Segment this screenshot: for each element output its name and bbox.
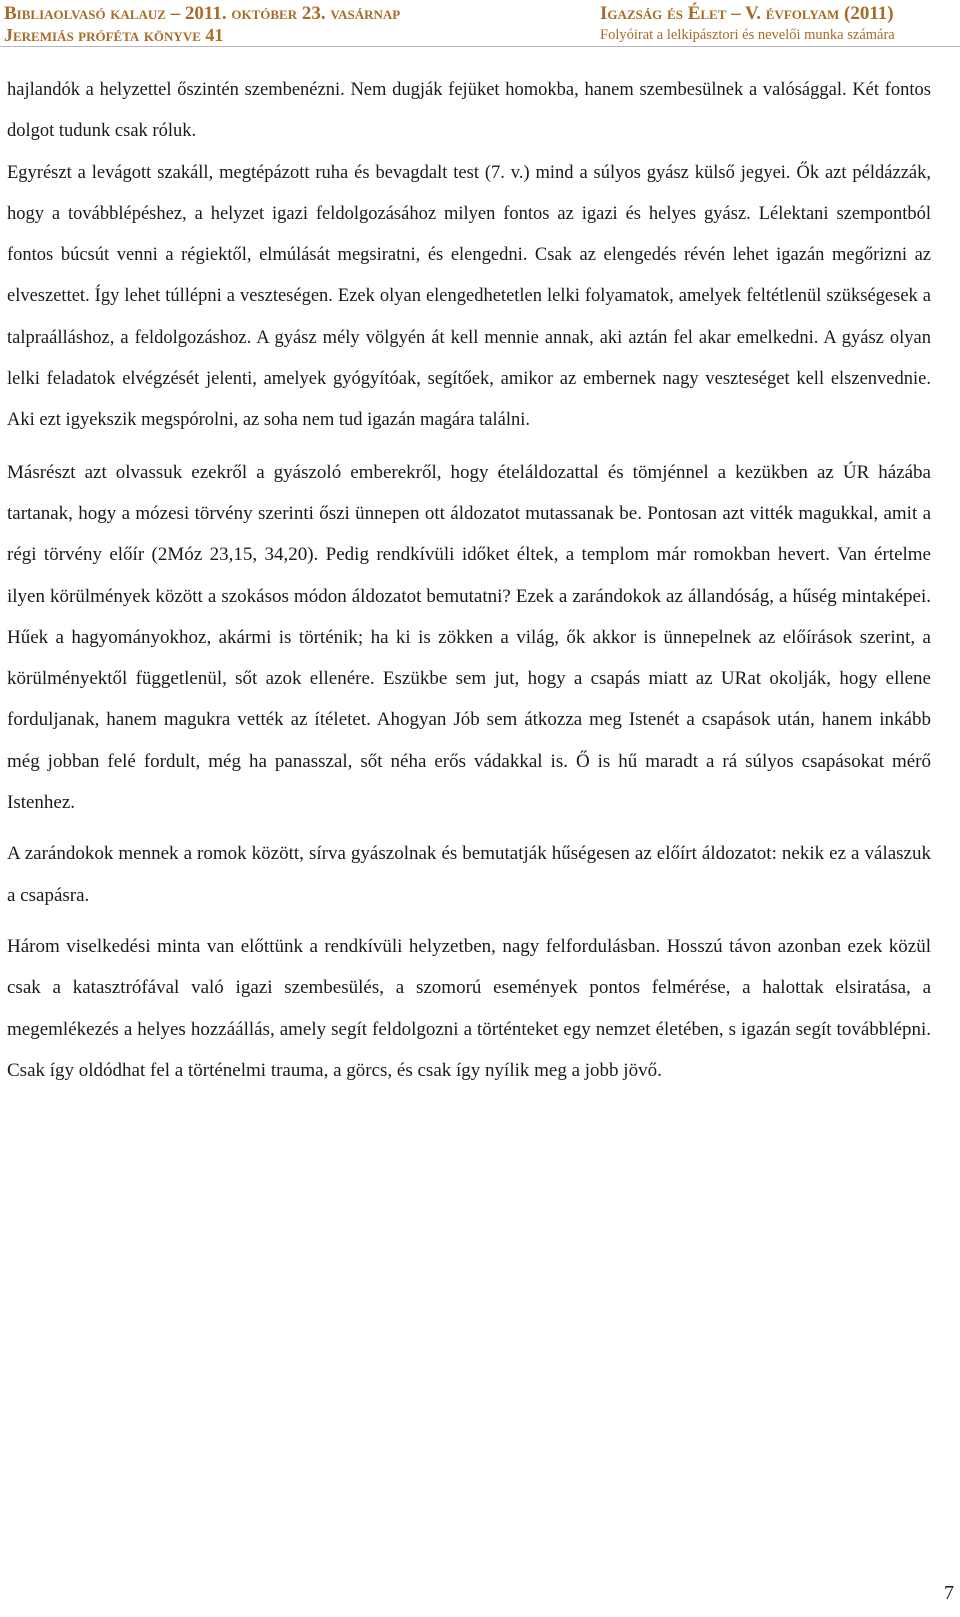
paragraph-conclusion: Három viselkedési minta van előttünk a rendkívüli helyzetben, nagy felfordulásban. Hosszú távon azonban ezek közül csak a katasztrófával való igazi szembesülés, a szomorú események pontos felmérése, a halottak elsiratása, a megemlékezés a helyes hozzáállás, amely segít feldolgozni a történteket egy nemzet életében, s igazán segít továbblépni. Csak így oldódhat fel a történelmi trauma, a görcs, és csak így nyílik meg a jobb jövő. <box>7 935 931 1081</box>
header-right <box>600 4 895 46</box>
paragraph-second-point: Másrészt azt olvassuk ezekről a gyászoló emberekről, hogy ételáldozattal és tömjénnel a kezükben az ÚR házába tartanak, hogy a mózesi törvény szerinti őszi ünnepen ott áldozatot mutassanak be. Pontosan azt vitték magukkal, amit a régi törvény előír (2Móz 23,15, 34,20). Pedig rendkívüli időket éltek, a templom már romokban hevert. Van értelme ilyen körülmények között a szokásos módon áldozatot bemutatni? Ezek a zarándokok az állandóság, a hűség mintaképei. Hűek a hagyományokhoz, akármi is történik; ha ki is zökken a világ, ők akkor is ünnepelnek az előírások szerint, a körülményektől függetlenül, sőt azok ellenére. Eszükbe sem jut, hogy a csapás miatt az URat okolják, hogy ellene forduljanak, hanem magukra vették az ítéletet. Ahogyan Jób sem átkozza meg Istenét a csapások után, hanem inkább még jobban felé fordult, még ha panasszal, sőt néha erős vádakkal is. Ő is hű maradt a rá súlyos csapásokat mérő Istenhez. <box>7 461 931 814</box>
paragraph-continuation: hajlandók a helyzettel őszintén szembenézni. Nem dugják fejüket homokba, hanem szembesülnek a valósággal. Két fontos dolgot tudunk csak róluk. <box>7 80 931 142</box>
header-journal-subtitle: Folyóirat a lelkipásztori és nevelői munka számára <box>600 27 895 43</box>
paragraph-pilgrims: A zarándokok mennek a romok között, sírva gyászolnak és bemutatják hűségesen az előírt áldozatot: nekik ez a válaszuk a csapásra. <box>7 843 931 906</box>
header-publication-date: Bibliaolvasó kalauz – 2011. október 23. vasárnap <box>4 3 401 24</box>
paragraph-first-point: Egyrészt a levágott szakáll, megtépázott ruha és bevagdalt test (7. v.) mind a súlyos gyász külső jegyei. Ők azt példázzák, hogy a továbblépéshez, a helyzet igazi feldolgozásához milyen fontos az igazi és helyes gyász. Lélektani szempontból fontos búcsút venni a régiektől, elmúlását megsiratni, és elengedni. Csak az elengedés révén lehet igazán megőrizni az elveszettet. Így lehet túllépni a veszteségen. Ezek olyan elengedhetetlen lelki folyamatok, amelyek feltétlenül szükségesek a talpraálláshoz, a feldolgozáshoz. A gyász mély völgyén át kell mennie annak, aki aztán fel akar emelkedni. A gyász olyan lelki feladatok elvégzését jelenti, amelyek gyógyítóak, segítőek, amikor az embernek nagy veszteséget kell elszenvednie. Aki ezt igyekszik megspórolni, az soha nem tud igazán magára találni. <box>7 162 931 431</box>
header-book-chapter: Jeremiás próféta könyve 41 <box>4 25 224 45</box>
page-number: 7 <box>944 1582 954 1604</box>
header-journal-title: Igazság és Élet – V. évfolyam (2011) <box>600 3 894 24</box>
article-body <box>7 70 931 1091</box>
page-header <box>0 0 960 47</box>
header-left <box>4 4 400 46</box>
